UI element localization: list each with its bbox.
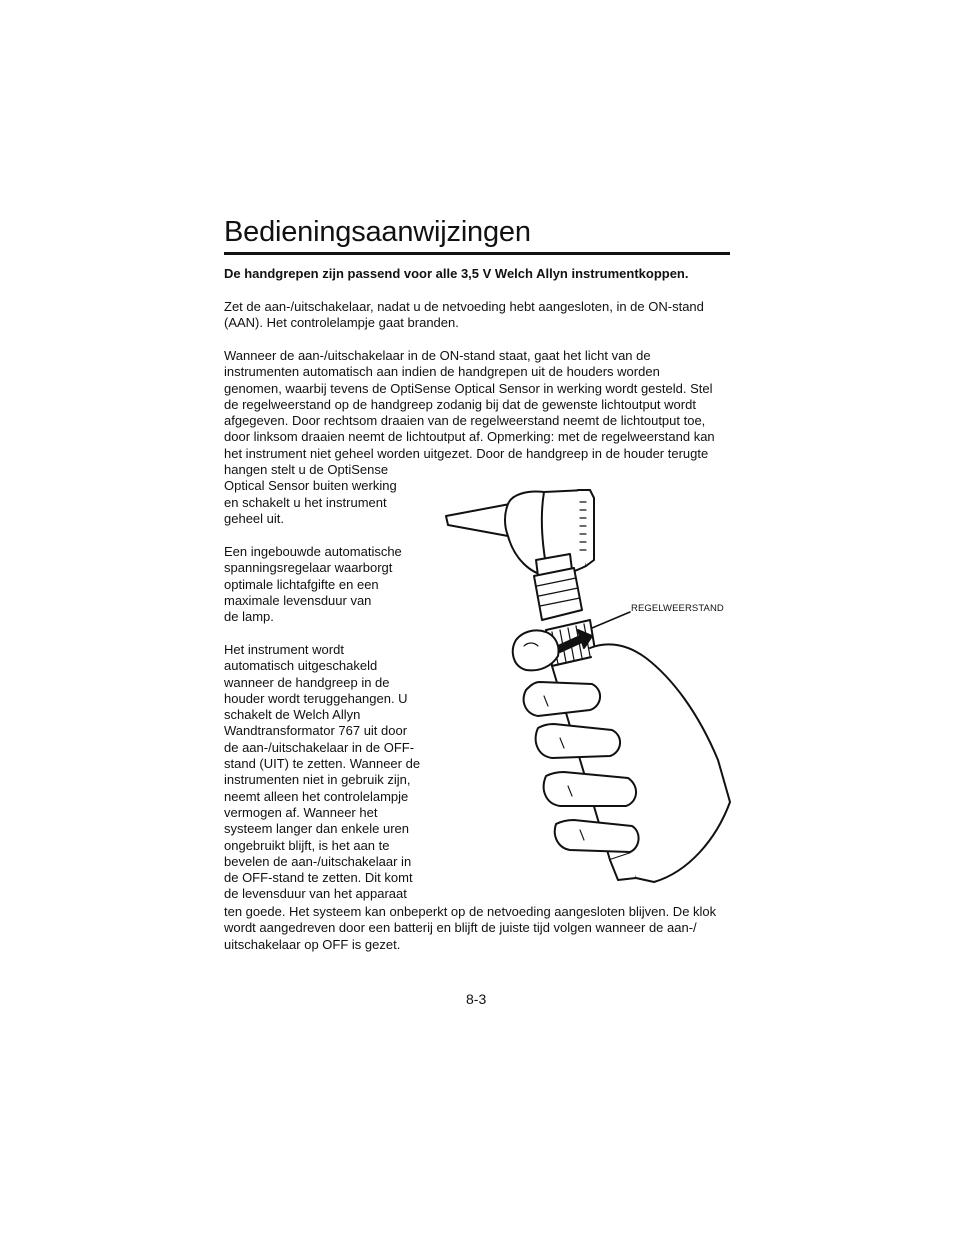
figure-label-rheostat: REGELWEERSTAND: [631, 603, 724, 614]
page-title: Bedieningsaanwijzingen: [224, 216, 531, 248]
paragraph-light-output-continued: hangen stelt u de OptiSense Optical Sensor buiten werking en schakelt u het instrument geheel uit.: [224, 462, 397, 526]
paragraph-power-on: Zet de aan-/uitschakelaar, nadat u de netvoeding hebt aangesloten, in de ON-stand (AAN). Het controlelampje gaat branden.: [224, 299, 704, 331]
title-rule: [224, 252, 730, 255]
intro-bold-text: De handgrepen zijn passend voor alle 3,5 V Welch Allyn instrumentkoppen.: [224, 266, 689, 281]
page-number: 8-3: [466, 991, 487, 1007]
paragraph-auto-shutoff-continued: ten goede. Het systeem kan onbeperkt op de netvoeding aangesloten blijven. De klok wordt aangedreven door een batterij en blijft de juiste tijd volgen wanneer de aan-/ uitschakelaar op OFF is gezet.: [224, 904, 717, 952]
paragraph-voltage-regulator: Een ingebouwde automatische spanningsregelaar waarborgt optimale lichtafgifte en een maximale levensduur van de lamp.: [224, 544, 402, 625]
paragraph-auto-shutoff: Het instrument wordt automatisch uitgeschakeld wanneer de handgreep in de houder wordt teruggehangen. U schakelt de Welch Allyn Wandtransformator 767 uit door de aan-/uitschakelaar in de OFF- stand (UIT) te zetten. Wanneer de instrumenten niet in gebruik zijn, neemt alleen het controlelampje vermogen af. Wanneer het systeem langer dan enkele uren ongebruikt blijft, is het aan te bevelen de aan-/uitschakelaar in de OFF-stand te zetten. Dit komt de levensduur van het apparaat: [224, 642, 421, 902]
paragraph-light-output: Wanneer de aan-/uitschakelaar in de ON-stand staat, gaat het licht van de instrumenten automatisch aan indien de handgrepen uit de houders worden genomen, waarbij tevens de OptiSense Optical Sensor in werking wordt gesteld. Stel de regelweerstand op de handgreep zodanig bij dat de gewenste lichtoutput wordt afgegeven. Door rechtsom draaien van de regelweerstand neemt de lichtoutput toe, door linksom draaien neemt de lichtoutput af. Opmerking: met de regelweerstand kan het instrument niet geheel worden uitgezet. Door de handgreep in de houder terugte: [224, 348, 715, 461]
otoscope-hand-illustration: [440, 480, 732, 890]
